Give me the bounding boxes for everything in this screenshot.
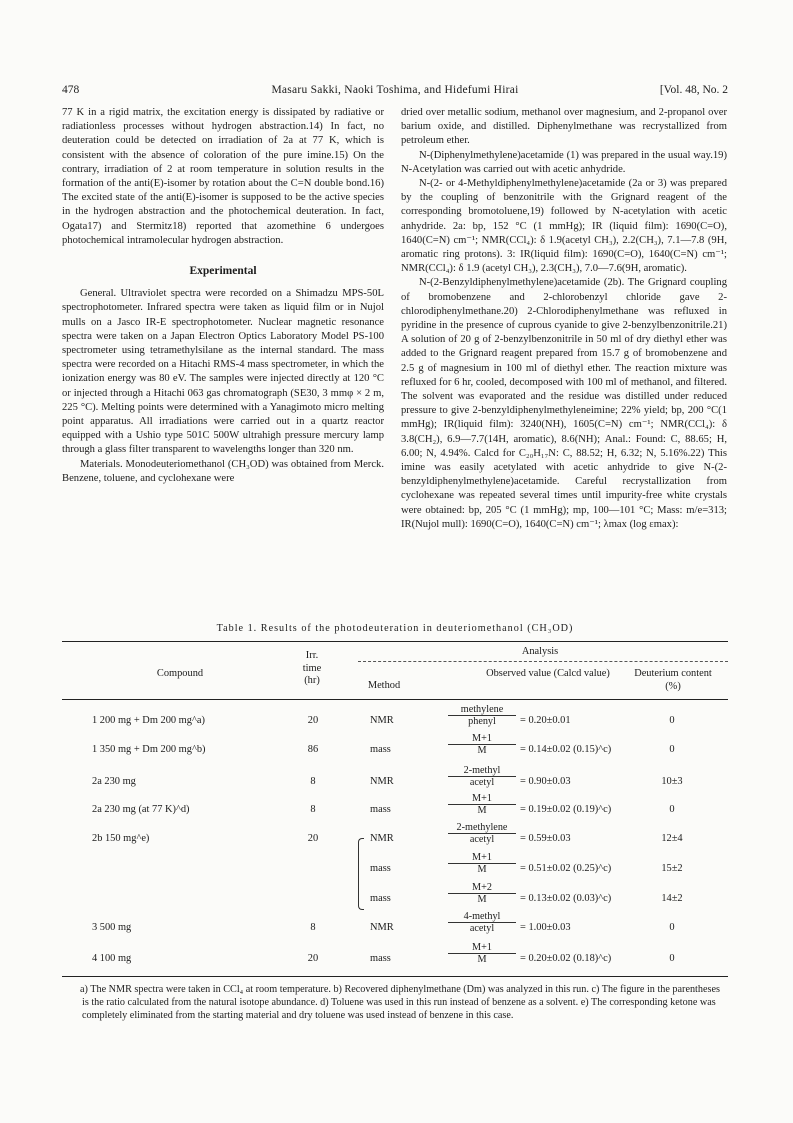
ratio-denominator: M (477, 894, 487, 905)
row-ratio-fraction (448, 911, 516, 935)
materials-paragraph: Materials. Monodeuteriomethanol (CH₃OD) was obtained from Merck. Benzene, toluene, and cyclohexane were (62, 458, 384, 484)
author-line: Masaru Sakki, Naoki Toshima, and Hidefumi Hirai (271, 84, 519, 96)
row-deuterium-content: 0 (669, 715, 675, 726)
header-analysis: Analysis (521, 646, 559, 657)
row-method: mass (370, 804, 391, 815)
section-heading-experimental: Experimental (189, 265, 257, 278)
row-method: NMR (370, 833, 394, 844)
running-head (62, 83, 728, 97)
row-compound: 2a 230 mg (at 77 K)^d) (92, 804, 190, 815)
row-method: NMR (370, 715, 394, 726)
ratio-denominator: M (477, 864, 487, 875)
row-compound: 2a 230 mg (92, 776, 136, 787)
row-compound: 1 200 mg + Dm 200 mg^a) (92, 715, 205, 726)
row-deuterium-content: 0 (669, 744, 675, 755)
ratio-numerator: methylene (448, 704, 516, 716)
row-observed-value: = 0.59±0.03 (520, 833, 571, 844)
row-compound: 2b 150 mg^e) (92, 833, 150, 844)
row-observed-value: = 0.14±0.02 (0.15)^c) (520, 744, 612, 755)
row-ratio-fraction (448, 765, 516, 789)
left-column (62, 106, 384, 486)
header-observed: Observed value (Calcd value) (486, 668, 610, 679)
ratio-numerator: M+1 (448, 733, 516, 745)
header-deuterium: Deuterium content (%) (634, 668, 712, 692)
header-irr-time: Irr. time (hr) (302, 650, 322, 686)
row-method: NMR (370, 776, 394, 787)
row-deuterium-content: 0 (669, 953, 675, 964)
row-ratio-fraction (448, 793, 516, 817)
row-ratio-fraction (448, 733, 516, 757)
ratio-numerator: M+1 (448, 942, 516, 954)
ratio-numerator: M+1 (448, 793, 516, 805)
row-ratio-fraction (448, 822, 516, 846)
ratio-denominator: acetyl (469, 923, 495, 934)
row-ratio-fraction (448, 704, 516, 728)
row-irr-time: 20 (307, 953, 319, 964)
row-observed-value: = 0.90±0.03 (520, 776, 571, 787)
ratio-numerator: 4-methyl (448, 911, 516, 923)
row-compound: 3 500 mg (92, 922, 132, 933)
row-observed-value: = 0.20±0.01 (520, 715, 571, 726)
row-compound: 4 100 mg (92, 953, 132, 964)
ratio-denominator: M (477, 954, 487, 965)
general-paragraph: General. Ultraviolet spectra were recorded on a Shimadzu MPS-50L spectrophotometer. Infrared spectra were taken as liquid film or in Nujol mulls on a Jasco IR-E spectrophotometer. Nuclear magnetic resonance spectra were taken on a Japan Electron Optics Laboratory Model PS-100 spectrometer using tetramethylsilane as the internal standard. The mass spectra were recorded on a Hitachi RMS-4 mass spectrometer, in which the ionization energy was 80 eV. The samples were injected directly at 120 °C or injected through a Hitachi 063 gas chromatograph (SE30, 3 mmφ × 2 m, 225 °C). Melting points were determined with a Yanagimoto micro melting point apparatus. All irradiations were carried out in a quartz reactor equipped with a Ushio type 501C 500W ultrahigh pressure mercury lamp through a glass filter transparent to wavelengths longer than 320 nm. (62, 288, 384, 456)
header-compound: Compound (156, 668, 204, 679)
ratio-numerator: 2-methylene (448, 822, 516, 834)
row-method: mass (370, 893, 391, 904)
row-observed-value: = 0.19±0.02 (0.19)^c) (520, 804, 612, 815)
row-irr-time: 20 (307, 715, 319, 726)
row-irr-time: 8 (310, 922, 316, 933)
row-method: NMR (370, 922, 394, 933)
ratio-numerator: M+1 (448, 852, 516, 864)
row-deuterium-content: 15±2 (661, 863, 683, 874)
row-irr-time: 20 (307, 833, 319, 844)
page-number: 478 (62, 84, 80, 96)
multi-method-brace (358, 838, 364, 910)
row-deuterium-content: 0 (669, 922, 675, 933)
row-deuterium-content: 14±2 (661, 893, 683, 904)
ratio-denominator: acetyl (469, 777, 495, 788)
row-method: mass (370, 953, 391, 964)
table-top-rule (62, 641, 728, 642)
solvent-paragraph: dried over metallic sodium, methanol over magnesium, and 2-propanol over barium oxide, and distilled. Diphenylmethane was recrystallized from petroleum ether. (401, 107, 727, 147)
row-observed-value: = 0.51±0.02 (0.25)^c) (520, 863, 612, 874)
row-deuterium-content: 10±3 (661, 776, 683, 787)
row-irr-time: 8 (310, 804, 316, 815)
table-bottom-rule (62, 976, 728, 977)
ratio-denominator: M (477, 805, 487, 816)
table-footnotes (82, 983, 728, 1023)
discussion-paragraph: 77 K in a rigid matrix, the excitation energy is dissipated by radiative or radiationless processes without hydrogen abstraction.14) In fact, no deuteration could be detected on irradiation of 2a at 77 K, which is consistent with the absence of coloration of the pure imine.15) On the contrary, irradiation of 2 at room temperature in solution results in the formation of the anti(E)-isomer by rotation about the C=N double bond.16) The excited state of the anti(E)-isomer is supposed to be the active species in the hydrogen abstraction and the photochemical deuteration. In fact, Ogata17) and Stermitz18) reported that azomethine 6 undergoes photochemical intramolecular hydrogen abstraction. (62, 107, 384, 246)
compound-1-paragraph: N-(Diphenylmethylene)acetamide (1) was prepared in the usual way.19) N-Acetylation was carried out with acetic anhydride. (401, 149, 727, 175)
header-method: Method (367, 680, 401, 691)
table-header-rule (62, 699, 728, 700)
row-deuterium-content: 0 (669, 804, 675, 815)
row-observed-value: = 0.13±0.02 (0.03)^c) (520, 893, 612, 904)
footnote-text: a) The NMR spectra were taken in CCl₄ at room temperature. b) Recovered diphenylmethane (Dm) was analyzed in this run. c) The figure in the parentheses is the ratio calculated from the natural isotope abundance. d) Toluene was used in this run instead of benzene as a solvent. e) The corresponding ketone was completely eliminated from the starting material and dry toluene was used instead of benzene in this case. (80, 984, 720, 1022)
ratio-denominator: phenyl (468, 716, 496, 727)
ratio-denominator: M (477, 745, 487, 756)
ratio-denominator: acetyl (469, 834, 495, 845)
right-column (401, 106, 727, 532)
compound-2b-paragraph: N-(2-Benzyldiphenylmethylene)acetamide (2b). The Grignard coupling of bromobenzene and 2-chlorobenzyl chloride gave 2-chlorodiphenylmethane.20) 2-Chlorodiphenylmethane was refluxed in pyridine in the presence of cuprous cyanide to give 2-benzylbenzonitrile.21) A solution of 20 g of 2-benzylbenzonitrile in 50 ml of dry diethyl ether was added to the Grignard reagent prepared from 15.7 g of bromobenzene and 2.5 g of magnesium in 100 ml of diethyl ether. The reaction mixture was refluxed for 6 hr, cooled, decomposed with 100 ml of methanol, and filtered. The solvent was evaporated and the residue was distilled under reduced pressure to give 2-benzyldiphenylmethyleneimine; 22% yield; bp, 200 °C(1 mmHg); IR(liquid film): 3240(NH), 1605(C=N) cm⁻¹; NMR(CCl₄): δ 3.8(CH₂), 6.9—7.7(14H, aromatic), 8.6(NH); Anal.: Found: C, 88.65; H, 6.00; N, 4.94%. Calcd for C₂₀H₁₇N: C, 88.52; H, 6.32; N, 5.16%.22) This imine was easily acetylated with acetic anhydride to give N-(2-benzyldiphenylmethylene)acetamide. Careful recrystallization from cyclohexane was repeated several times until impurity-free white crystals were obtained: bp, 205 °C (1 mmHg); mp, 100—101 °C; Mass: m/e=313; IR(Nujol mull): 1690(C=O), 1640(C=N) cm⁻¹; λmax (log εmax): (401, 277, 727, 530)
row-method: mass (370, 863, 391, 874)
row-ratio-fraction (448, 852, 516, 876)
ratio-numerator: 2-methyl (448, 765, 516, 777)
ratio-numerator: M+2 (448, 882, 516, 894)
row-irr-time: 86 (307, 744, 319, 755)
compound-2a-3-paragraph: N-(2- or 4-Methyldiphenylmethylene)acetamide (2a or 3) was prepared by the coupling of benzonitrile with the Grignard reagent of the corresponding bromotoluene,19) followed by N-acetylation with acetic anhydride. 2a: bp, 152 °C (1 mmHg); IR (liquid film): 1690(C=O), 1640(C=N) cm⁻¹; NMR(CCl₄): δ 1.9(acetyl CH₃), 2.2(CH₃), 7.1—7.8 (9H, aromatic ring protons). 3: IR(liquid film): 1690(C=O), 1640(C=N) cm⁻¹; NMR(CCl₄): δ 1.9 (acetyl CH₃), 2.3(CH₃), 7.0—7.6(9H, aromatic). (401, 178, 727, 275)
row-compound: 1 350 mg + Dm 200 mg^b) (92, 744, 206, 755)
row-irr-time: 8 (310, 776, 316, 787)
row-observed-value: = 0.20±0.02 (0.18)^c) (520, 953, 612, 964)
row-deuterium-content: 12±4 (661, 833, 683, 844)
volume-issue: [Vol. 48, No. 2 (659, 84, 728, 96)
row-observed-value: = 1.00±0.03 (520, 922, 571, 933)
row-method: mass (370, 744, 391, 755)
analysis-span-rule (358, 661, 728, 662)
row-ratio-fraction (448, 882, 516, 906)
table-caption: Table 1. Results of the photodeuteration in deuteriomethanol (CH₃OD) (216, 623, 574, 634)
row-ratio-fraction (448, 942, 516, 966)
